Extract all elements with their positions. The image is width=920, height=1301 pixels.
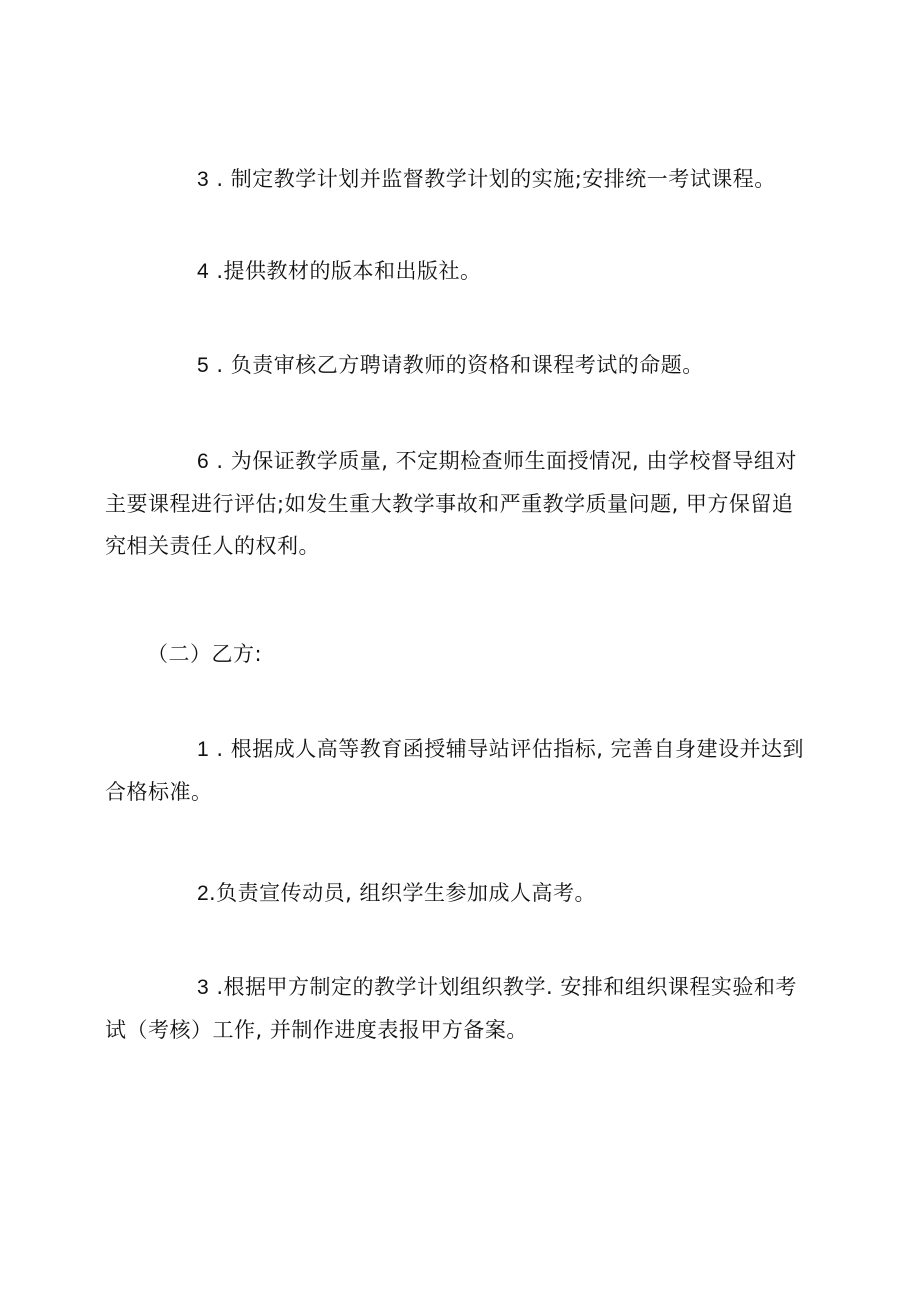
section-heading-party-b	[105, 633, 805, 675]
paragraph-text: . 为保证教学质量, 不定期检查师生面授情况, 由学校督导组对主要课程进行评估;如发生重大教学事故和严重教学质量问题, 甲方保留追究相关责任人的权利。	[105, 449, 797, 558]
item-number: 6	[197, 450, 210, 473]
item-number: 3	[197, 168, 210, 191]
item-number: 1	[197, 738, 210, 761]
item-number: 4	[197, 260, 210, 283]
item-number: 3	[197, 976, 210, 999]
paragraph-b3	[105, 966, 805, 1051]
paragraph-a4	[105, 250, 805, 293]
item-number: 5	[197, 354, 210, 377]
paragraph-text: . 制定教学计划并监督教学计划的实施;安排统一考试课程。	[209, 167, 776, 191]
paragraph-a3	[105, 158, 805, 201]
paragraph-text: .提供教材的版本和出版社。	[209, 259, 482, 283]
paragraph-a5	[105, 344, 805, 387]
paragraph-text: . 根据成人高等教育函授辅导站评估指标, 完善自身建设并达到合格标准。	[105, 737, 805, 804]
paragraph-text: . 负责审核乙方聘请教师的资格和课程考试的命题。	[209, 353, 704, 377]
item-number: 2	[197, 882, 210, 905]
section-heading-text: （二）乙方:	[147, 642, 263, 666]
paragraph-text: .负责宣传动员, 组织学生参加成人高考。	[209, 881, 597, 905]
paragraph-b1	[105, 728, 805, 813]
paragraph-a6	[105, 440, 805, 567]
paragraph-text: .根据甲方制定的教学计划组织教学. 安排和组织课程实验和考试（考核）工作, 并制作进度表报甲方备案。	[105, 975, 797, 1042]
paragraph-b2	[105, 872, 805, 915]
